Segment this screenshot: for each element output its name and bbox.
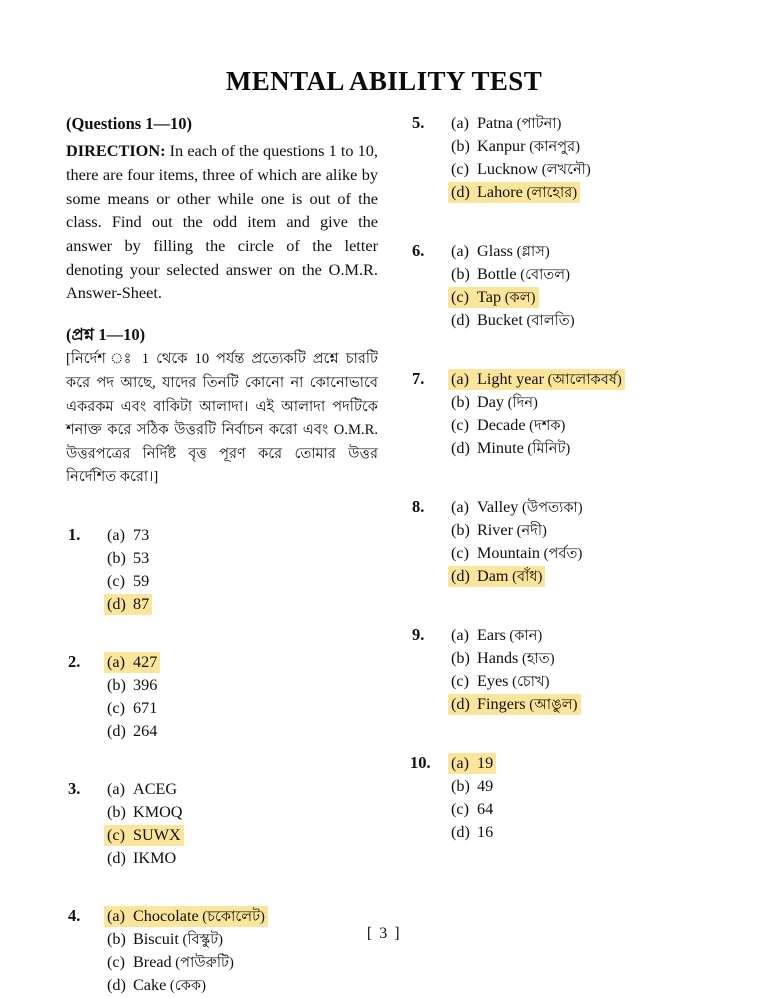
option-row[interactable] <box>410 625 710 648</box>
option-letter: (d) <box>451 310 470 329</box>
option-text: River <box>477 520 513 539</box>
option-text-bengali: (বোতল) <box>516 266 571 283</box>
question-block <box>410 113 710 205</box>
option-letter: (a) <box>451 625 469 644</box>
option-text: Decade <box>477 415 526 434</box>
option-text-bengali: (আঙুল) <box>525 696 578 713</box>
option-text-bengali: (চোখ) <box>508 673 550 690</box>
option-letter: (b) <box>107 929 126 948</box>
option[interactable] <box>448 543 585 564</box>
option-text-bengali: (দশক) <box>525 417 566 434</box>
option-letter: (d) <box>107 594 126 613</box>
option-highlighted[interactable] <box>448 694 581 715</box>
option-text-bengali: (লাহোর) <box>522 184 578 201</box>
option-letter: (a) <box>107 652 125 671</box>
option-text: Eyes <box>477 671 509 690</box>
option-text-bengali: (আলোকবর্ষ) <box>543 371 622 388</box>
option-row[interactable] <box>66 571 378 594</box>
option-text: Bucket <box>477 310 523 329</box>
option-text-bengali: (নদী) <box>512 522 547 539</box>
option[interactable] <box>448 113 564 134</box>
option-row[interactable] <box>66 652 378 675</box>
question-block <box>66 779 378 871</box>
option-text-bengali: (লখনৌ) <box>538 161 591 178</box>
option[interactable] <box>448 136 583 157</box>
option[interactable] <box>448 392 541 413</box>
option-letter: (b) <box>107 675 126 694</box>
option-text: IKMO <box>133 848 177 867</box>
question-number: 5. <box>412 112 425 132</box>
option-text: 49 <box>477 776 494 795</box>
option-text-bengali: (পাউরুটি) <box>171 954 234 971</box>
option-row[interactable] <box>410 776 710 799</box>
option-text: 53 <box>133 548 150 567</box>
option-row[interactable] <box>410 671 710 694</box>
option[interactable] <box>448 822 496 843</box>
option-letter: (d) <box>107 848 126 867</box>
option-text: 427 <box>133 652 158 671</box>
questions-range-label-en: (Questions 1—10) <box>66 114 193 133</box>
option[interactable] <box>104 571 152 592</box>
option-text: Bread <box>133 952 172 971</box>
option-text-bengali: (দিন) <box>503 394 538 411</box>
option-highlighted[interactable] <box>104 652 160 673</box>
option-letter: (a) <box>107 779 125 798</box>
option-text: KMOQ <box>133 802 183 821</box>
option[interactable] <box>104 548 152 569</box>
option-row[interactable] <box>66 675 378 698</box>
question-number: 4. <box>68 905 81 925</box>
option-row[interactable] <box>410 497 710 520</box>
option-row[interactable] <box>410 113 710 136</box>
option-letter: (d) <box>451 566 470 585</box>
direction-body-en: In each of the questions 1 to 10, there are four items, three of which are alike by some means or other while one is out of the class. Find out the odd item and give the answer by filling the circle of the letter denoting your selected answer on the O.M.R. Answer-Sheet. <box>66 141 378 303</box>
option-letter: (d) <box>107 721 126 740</box>
option[interactable] <box>448 310 578 331</box>
option-row[interactable] <box>410 694 710 717</box>
option-letter: (b) <box>451 520 470 539</box>
direction-paragraph-en <box>66 139 378 304</box>
option-row[interactable] <box>410 392 710 415</box>
question-block <box>66 906 378 998</box>
option-letter: (c) <box>451 159 469 178</box>
option[interactable] <box>104 779 180 800</box>
option-text: Hands <box>477 648 519 667</box>
option-letter: (a) <box>451 497 469 516</box>
option-row[interactable] <box>66 802 378 825</box>
option[interactable] <box>104 848 179 869</box>
option-text-bengali: (কানপুর) <box>525 138 581 155</box>
option-letter: (d) <box>451 182 470 201</box>
option[interactable] <box>104 698 160 719</box>
option-letter: (c) <box>451 799 469 818</box>
option-row[interactable] <box>66 975 378 998</box>
option-highlighted[interactable] <box>448 287 539 308</box>
option-text: Dam <box>477 566 509 585</box>
option-text: Ears <box>477 625 506 644</box>
option-text: Biscuit <box>133 929 179 948</box>
option-row[interactable] <box>66 779 378 802</box>
right-question-list <box>410 113 710 845</box>
option[interactable] <box>448 415 568 436</box>
option-row[interactable] <box>410 753 710 776</box>
option-row[interactable] <box>410 543 710 566</box>
option-row[interactable] <box>410 136 710 159</box>
option-text-bengali: (বালতি) <box>522 312 575 329</box>
option-text-bengali: (কল) <box>501 289 536 306</box>
option-letter: (c) <box>451 287 469 306</box>
question-number: 7. <box>412 368 425 388</box>
option-text: 16 <box>477 822 494 841</box>
question-number: 8. <box>412 496 425 516</box>
option[interactable] <box>448 648 558 669</box>
option-text: Light year <box>477 369 544 388</box>
question-block <box>410 753 710 845</box>
option-highlighted[interactable] <box>104 825 184 846</box>
page-number: [ 3 ] <box>366 925 402 942</box>
option-row[interactable] <box>410 520 710 543</box>
option-highlighted[interactable] <box>104 906 268 927</box>
option-text-bengali: (কান) <box>505 627 543 644</box>
option-letter: (c) <box>107 825 125 844</box>
option-row[interactable] <box>410 438 710 461</box>
option-row[interactable] <box>66 525 378 548</box>
question-number: 6. <box>412 240 425 260</box>
question-number: 1. <box>68 524 81 544</box>
option-text-bengali: (উপত্যকা) <box>518 499 583 516</box>
option-letter: (c) <box>451 543 469 562</box>
option[interactable] <box>448 264 573 285</box>
question-number: 9. <box>412 624 425 644</box>
option-letter: (a) <box>107 906 125 925</box>
page-title: MENTAL ABILITY TEST <box>225 66 543 96</box>
option-letter: (a) <box>451 753 469 772</box>
option[interactable] <box>448 159 594 180</box>
option[interactable] <box>448 497 586 518</box>
questions-range-label-bn: (প্রশ্ন 1—10) <box>66 324 146 344</box>
question-block <box>410 497 710 589</box>
question-block <box>66 652 378 744</box>
option-letter: (d) <box>451 694 470 713</box>
option-letter: (b) <box>451 136 470 155</box>
option[interactable] <box>448 241 553 262</box>
option-text: SUWX <box>133 825 181 844</box>
option[interactable] <box>104 675 160 696</box>
option-text-bengali: (হাত) <box>518 650 555 667</box>
option-text-bengali: (বিস্কুট) <box>178 931 224 948</box>
option-highlighted[interactable] <box>448 566 545 587</box>
option-row[interactable] <box>410 566 710 589</box>
option-text: Minute <box>477 438 524 457</box>
option-row[interactable] <box>410 822 710 845</box>
question-block <box>410 241 710 333</box>
option-row[interactable] <box>66 825 378 848</box>
option-row[interactable] <box>410 287 710 310</box>
option-row[interactable] <box>66 721 378 744</box>
option-text: 87 <box>133 594 150 613</box>
option-letter: (b) <box>451 392 470 411</box>
option-text: 19 <box>477 753 494 772</box>
option-letter: (b) <box>107 802 126 821</box>
option-text: 64 <box>477 799 494 818</box>
right-column <box>410 113 710 845</box>
option-letter: (c) <box>451 415 469 434</box>
direction-lead-en: DIRECTION: <box>66 141 166 161</box>
option-text-bengali: (গ্লাস) <box>512 243 550 260</box>
option-row[interactable] <box>410 159 710 182</box>
option-text: Bottle <box>477 264 517 283</box>
option-row[interactable] <box>410 241 710 264</box>
option-row[interactable] <box>66 698 378 721</box>
option-text: Glass <box>477 241 513 260</box>
option-row[interactable] <box>410 799 710 822</box>
question-block <box>410 625 710 717</box>
option-text-bengali: (কেক) <box>166 977 206 994</box>
option-letter: (d) <box>451 822 470 841</box>
option-highlighted[interactable] <box>448 369 625 390</box>
option-text: Lahore <box>477 182 523 201</box>
option-letter: (c) <box>107 698 125 717</box>
option-row[interactable] <box>66 594 378 617</box>
option-row[interactable] <box>410 415 710 438</box>
question-number: 10. <box>410 752 431 772</box>
option[interactable] <box>448 799 496 820</box>
option-text: Kanpur <box>477 136 526 155</box>
option-text: Cake <box>133 975 167 994</box>
option[interactable] <box>104 525 152 546</box>
option-letter: (c) <box>107 952 125 971</box>
option-text: 73 <box>133 525 150 544</box>
option-letter: (a) <box>451 113 469 132</box>
option[interactable] <box>104 975 209 996</box>
option-text-bengali: (বাঁধ) <box>508 568 543 585</box>
option[interactable] <box>104 721 160 742</box>
option-text: 264 <box>133 721 158 740</box>
option-letter: (a) <box>107 525 125 544</box>
option-text: Valley <box>477 497 519 516</box>
option-text: 396 <box>133 675 158 694</box>
question-number: 3. <box>68 778 81 798</box>
option-row[interactable] <box>410 182 710 205</box>
option-text: 671 <box>133 698 158 717</box>
option-row[interactable] <box>410 264 710 287</box>
option-letter: (c) <box>451 671 469 690</box>
option[interactable] <box>448 671 552 692</box>
option[interactable] <box>448 625 545 646</box>
option-text: Lucknow <box>477 159 539 178</box>
option-text: Fingers <box>477 694 526 713</box>
option-letter: (a) <box>451 369 469 388</box>
option-highlighted[interactable] <box>104 594 152 615</box>
option-row[interactable] <box>66 952 378 975</box>
option-text: 59 <box>133 571 150 590</box>
option-letter: (b) <box>451 776 470 795</box>
option-text-bengali: (চকোলেট) <box>198 908 265 925</box>
option-letter: (b) <box>451 264 470 283</box>
question-number: 2. <box>68 651 81 671</box>
option-letter: (c) <box>107 571 125 590</box>
option-row[interactable] <box>66 848 378 871</box>
option[interactable] <box>448 438 573 459</box>
option-text: Tap <box>477 287 502 306</box>
option-text-bengali: (পর্বত) <box>539 545 583 562</box>
option[interactable] <box>104 802 185 823</box>
option-text: ACEG <box>133 779 178 798</box>
option-highlighted[interactable] <box>448 182 580 203</box>
option[interactable] <box>104 952 237 973</box>
option-text: Patna <box>477 113 513 132</box>
option-text-bengali: (পাটনা) <box>512 115 562 132</box>
option-letter: (d) <box>451 438 470 457</box>
option-letter: (b) <box>451 648 470 667</box>
question-block <box>410 369 710 461</box>
option-row[interactable] <box>410 369 710 392</box>
option-text: Day <box>477 392 504 411</box>
option-text-bengali: (মিনিট) <box>523 440 571 457</box>
option-row[interactable] <box>410 648 710 671</box>
option-row[interactable] <box>410 310 710 333</box>
option-letter: (a) <box>451 241 469 260</box>
option[interactable] <box>448 776 496 797</box>
option-text: Mountain <box>477 543 540 562</box>
option-letter: (b) <box>107 548 126 567</box>
option-letter: (d) <box>107 975 126 994</box>
option-row[interactable] <box>66 548 378 571</box>
option-highlighted[interactable] <box>448 753 496 774</box>
direction-paragraph-bn: [নির্দেশ ঃ 1 থেকে 10 পর্যন্ত প্রত্যেকটি প্রশ্নে চারটি করে পদ আছে, যাদের তিনটি কোনো না কোনোভাবে একরকম এবং বাকিটা আলাদা। এই আলাদা পদটিকে শনাক্ত করে সঠিক উত্তরটি নির্বাচন করো এবং O.M.R. উত্তরপত্রের নির্দিষ্ট বৃত্ত পূরণ করে তোমার উত্তর নির্দেশিত করো।] <box>66 351 378 486</box>
question-block <box>66 525 378 617</box>
option-text: Chocolate <box>133 906 199 925</box>
option[interactable] <box>448 520 550 541</box>
left-column <box>66 113 378 998</box>
